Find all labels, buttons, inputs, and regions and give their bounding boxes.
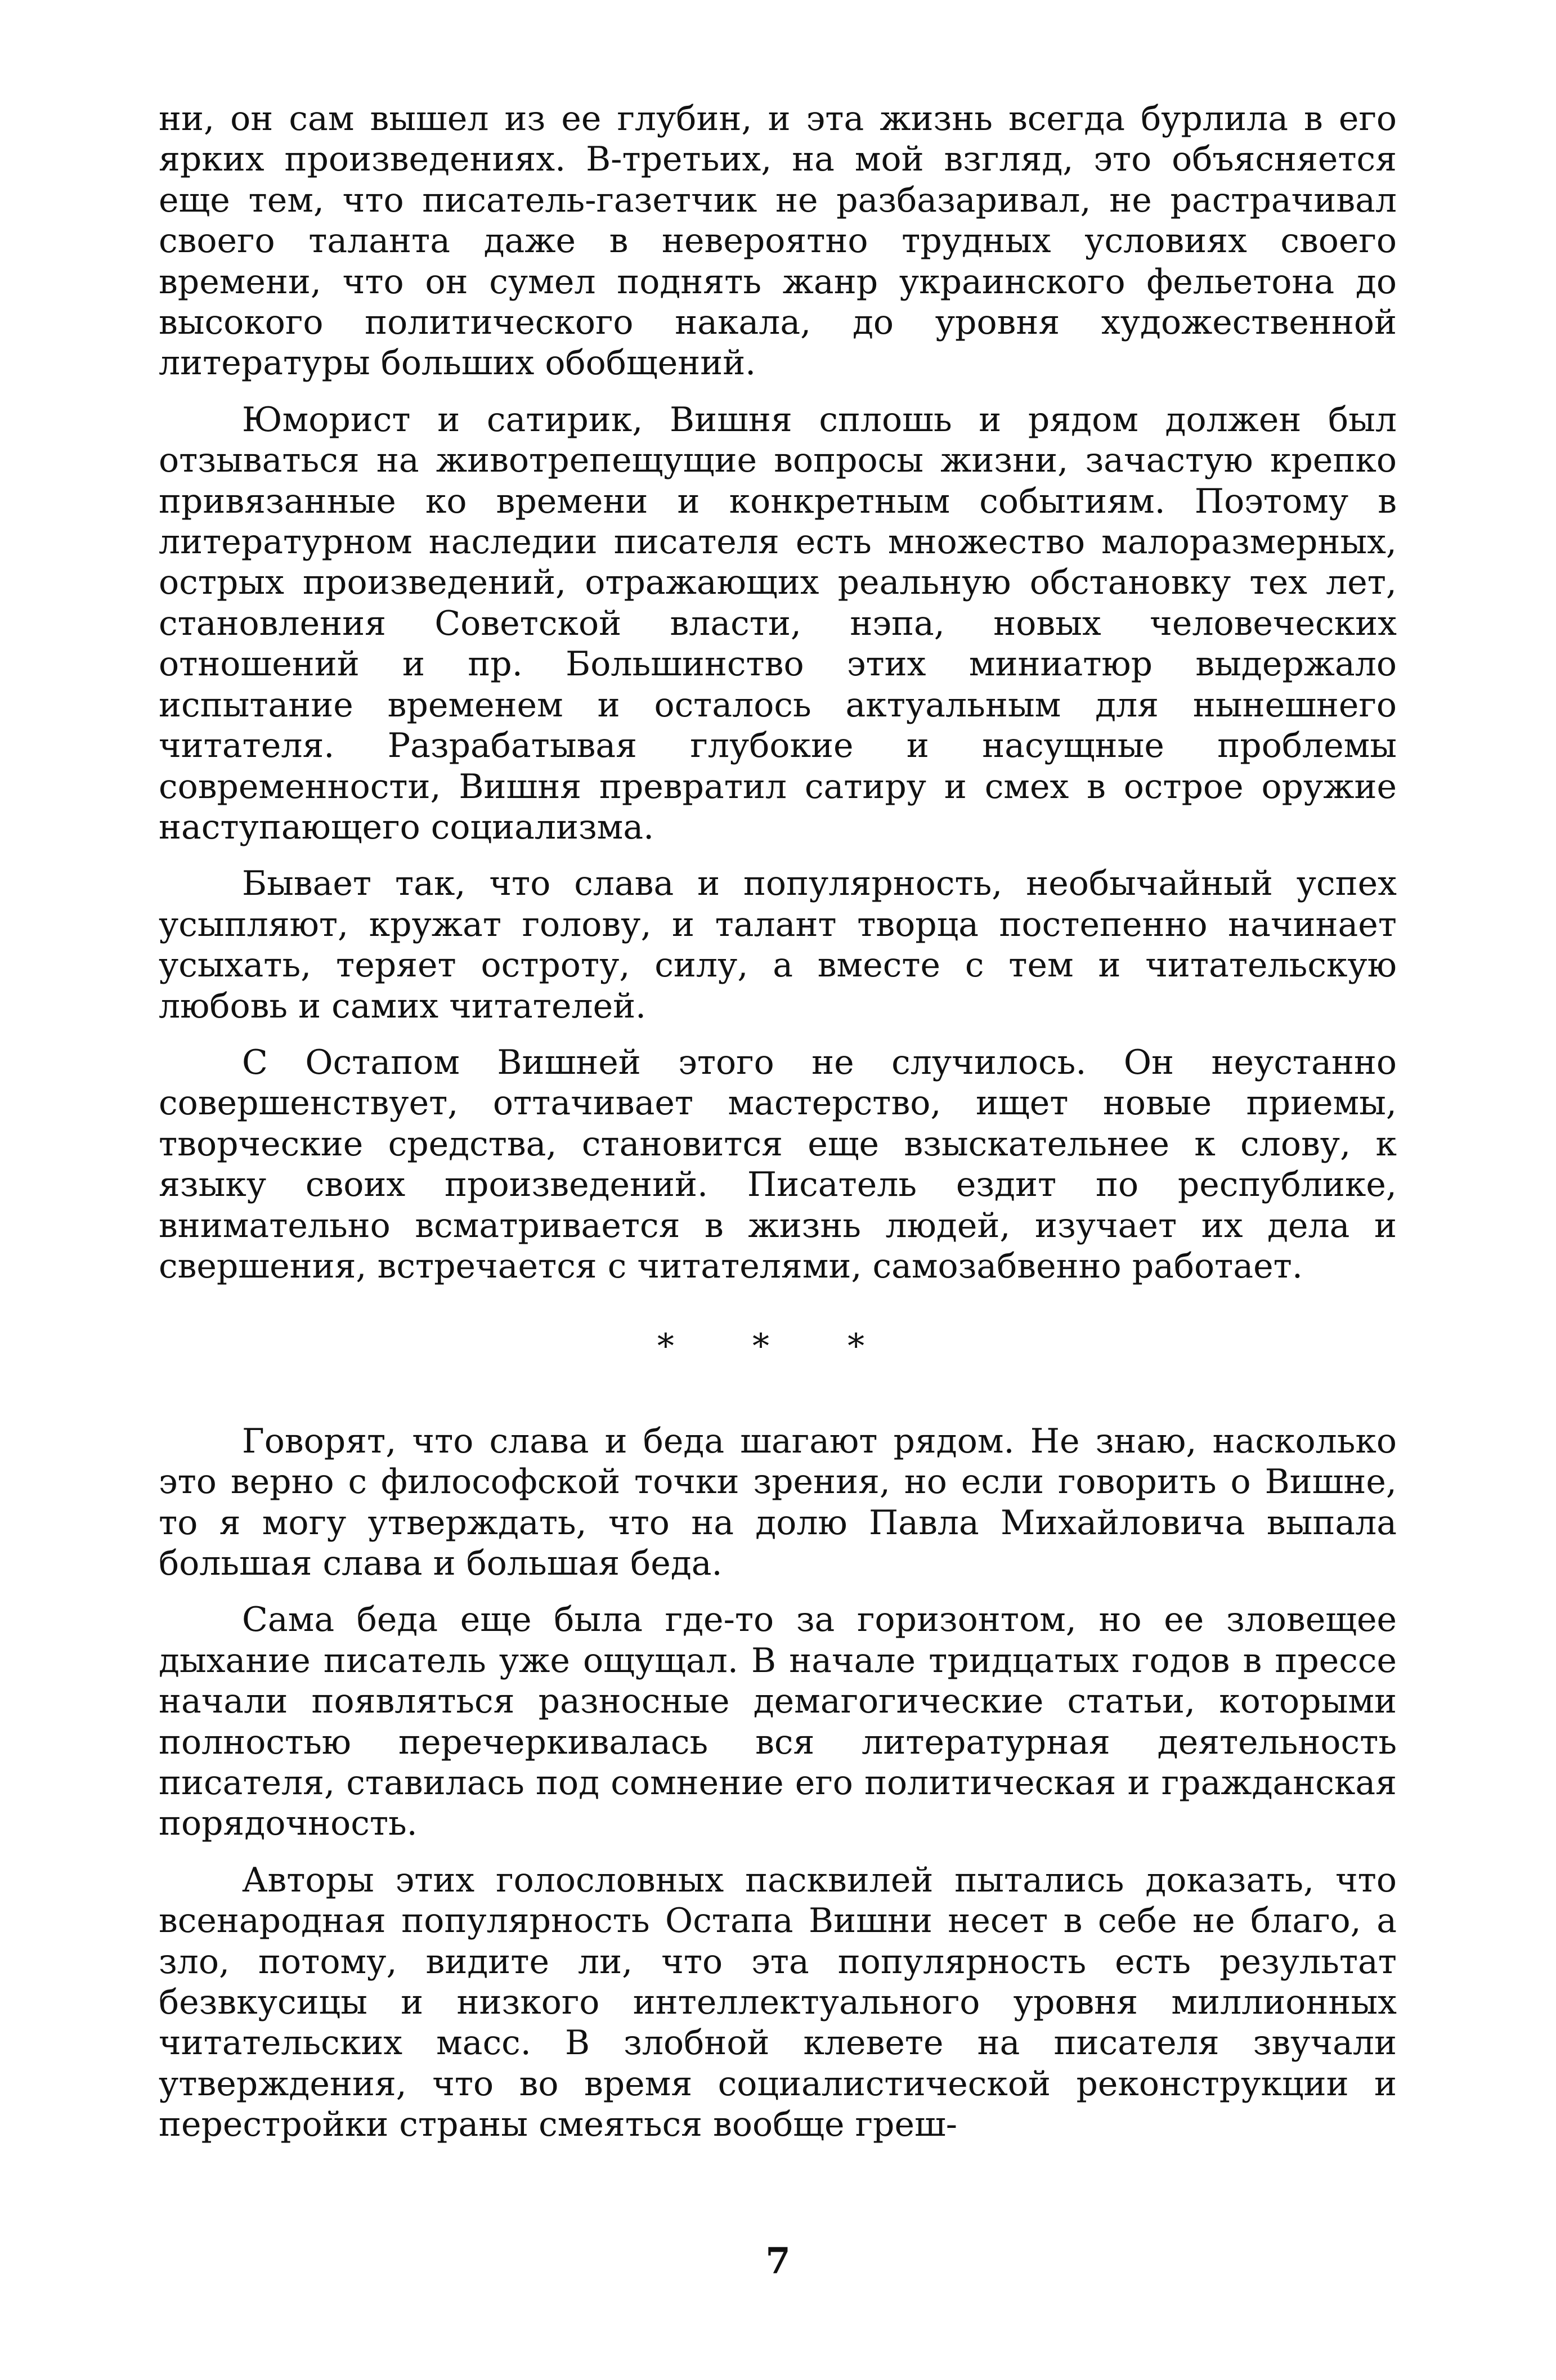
section-separator: * * *	[657, 1326, 899, 1366]
page-number: 7	[765, 2240, 791, 2282]
paragraph: Сама беда еще была где-то за горизонтом, но ее зловещее дыхание писатель уже ощущал. В начале тридцатых годов в прессе начали появляться разносные демагогические статьи, которыми полностью перечеркивалась вся литературная деятельность писателя, ставилась под сомнение его политическая и гражданская порядочность.	[159, 1600, 1397, 1844]
paragraph: Говорят, что слава и беда шагают рядом. Не знаю, насколько это верно с философской точки зрения, но если говорить о Вишне, то я могу утверждать, что на долю Павла Михайловича выпала большая слава и большая беда.	[159, 1421, 1397, 1583]
paragraph: Юморист и сатирик, Вишня сплошь и рядом должен был отзываться на животрепещущие вопросы жизни, зачастую крепко привязанные ко времени и конкретным событиям. Поэтому в литературном наследии писателя есть множество малоразмерных, острых произведений, отражающих реальную обстановку тех лет, становления Советской власти, нэпа, новых человеческих отношений и пр. Большинство этих миниатюр выдержало испытание временем и осталось актуальным для нынешнего читателя. Разрабатывая глубокие и насущные проблемы современности, Вишня превратил сатиру и смех в острое оружие наступающего социализма.	[159, 400, 1397, 847]
page-body	[159, 98, 1397, 2161]
paragraph: Авторы этих голословных пасквилей пытались доказать, что всенародная популярность Остапа Вишни несет в себе не благо, а зло, потому, видите ли, что эта популярность есть результат безвкусицы и низкого интеллектуального уровня миллионных читательских масс. В злобной клевете на писателя звучали утверждения, что во время социалистической реконструкции и перестройки страны смеяться вообще греш-	[159, 1860, 1397, 2145]
paragraph-continued: ни, он сам вышел из ее глубин, и эта жизнь всегда бурлила в его ярких произведениях. В-третьих, на мой взгляд, это объясняется еще тем, что писатель-газетчик не разбазаривал, не растрачивал своего таланта даже в невероятно трудных условиях своего времени, что он сумел поднять жанр украинского фельетона до высокого политического накала, до уровня художественной литературы больших обобщений.	[159, 99, 1397, 383]
paragraph: Бывает так, что слава и популярность, необычайный успех усыпляют, кружат голову, и талант творца постепенно начинает усыхать, теряет остроту, силу, а вместе с тем и читательскую любовь и самих читателей.	[159, 864, 1397, 1026]
paragraph: С Остапом Вишней этого не случилось. Он неустанно совершенствует, оттачивает мастерство, ищет новые приемы, творческие средства, становится еще взыскательнее к слову, к языку своих произведений. Писатель ездит по республике, внимательно всматривается в жизнь людей, изучает их дела и свершения, встречается с читателями, самозабвенно работает.	[159, 1042, 1397, 1286]
